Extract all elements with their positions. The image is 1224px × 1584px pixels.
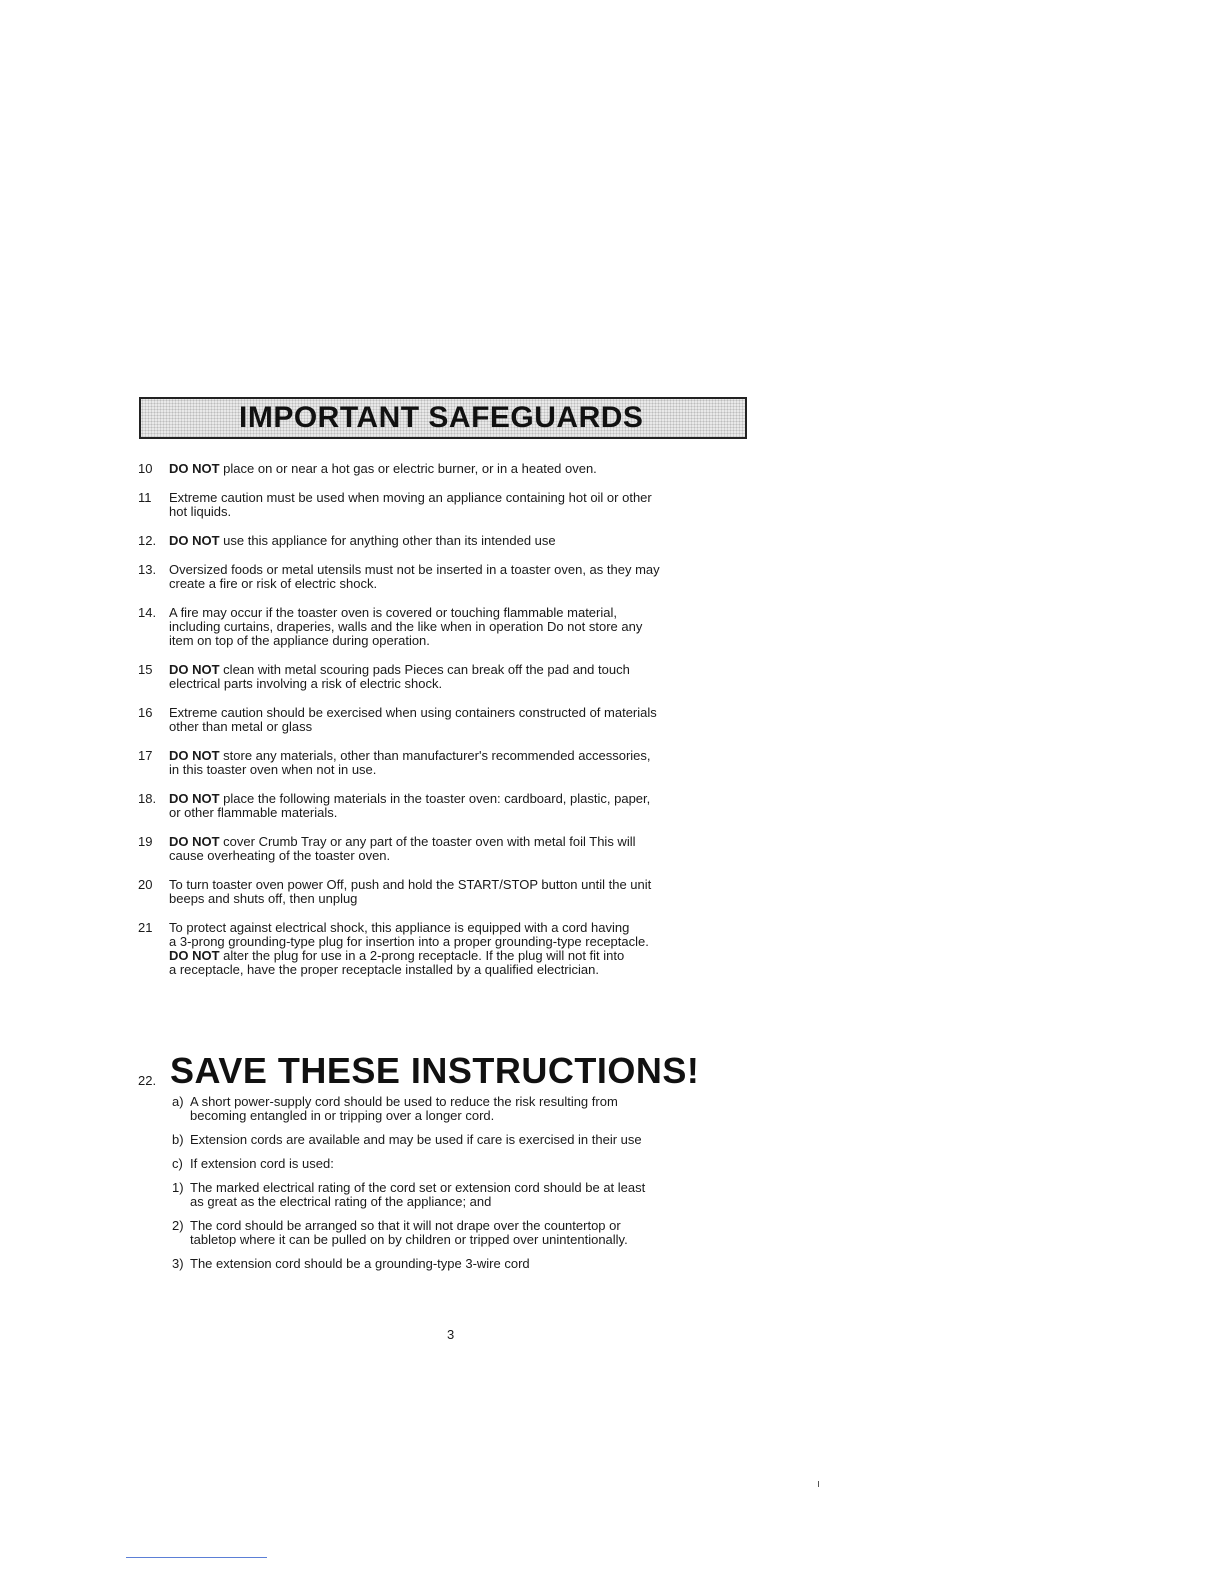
emphasis-text: DO NOT bbox=[169, 461, 220, 476]
cord-instructions-list bbox=[172, 1095, 752, 1281]
item-text: electrical parts involving a risk of electric shock. bbox=[169, 676, 443, 691]
emphasis-text: DO NOT bbox=[169, 662, 220, 677]
list-item bbox=[138, 663, 758, 691]
banner-title: IMPORTANT SAFEGUARDS bbox=[239, 401, 644, 434]
item-label: 3) bbox=[172, 1256, 184, 1271]
item-text: in this toaster oven when not in use. bbox=[169, 762, 377, 777]
item-text: or other flammable materials. bbox=[169, 805, 338, 820]
list-item bbox=[138, 534, 758, 548]
item-label: b) bbox=[172, 1132, 184, 1147]
item-text: place on or near a hot gas or electric burner, or in a heated oven. bbox=[219, 461, 597, 476]
list-item bbox=[138, 563, 758, 591]
item-text: a 3-prong grounding-type plug for insertion into a proper grounding-type receptacle. bbox=[169, 934, 649, 949]
list-item bbox=[172, 1095, 752, 1123]
safeguards-list bbox=[138, 462, 758, 992]
item-text: A fire may occur if the toaster oven is covered or touching flammable material, bbox=[169, 605, 617, 620]
item-number: 20 bbox=[138, 877, 153, 892]
item-text: Oversized foods or metal utensils must not be inserted in a toaster oven, as they may bbox=[169, 562, 660, 577]
list-item bbox=[138, 706, 758, 734]
item-text: cause overheating of the toaster oven. bbox=[169, 848, 391, 863]
bottom-rule bbox=[126, 1557, 267, 1558]
item-number: 13. bbox=[138, 562, 157, 577]
item-text: To turn toaster oven power Off, push and hold the START/STOP button until the unit bbox=[169, 877, 652, 892]
item-text: other than metal or glass bbox=[169, 719, 313, 734]
item-text: tabletop where it can be pulled on by children or tripped over unintentionally. bbox=[190, 1232, 628, 1247]
list-item bbox=[172, 1133, 752, 1147]
emphasis-text: DO NOT bbox=[169, 791, 220, 806]
item-number: 15 bbox=[138, 662, 153, 677]
item-label: 2) bbox=[172, 1218, 184, 1233]
item-text: To protect against electrical shock, this appliance is equipped with a cord having bbox=[169, 920, 630, 935]
safeguards-banner bbox=[139, 397, 747, 439]
item-text: create a fire or risk of electric shock. bbox=[169, 576, 378, 591]
item-label: 1) bbox=[172, 1180, 184, 1195]
item-text: place the following materials in the toaster oven: cardboard, plastic, paper, bbox=[219, 791, 651, 806]
scan-mark bbox=[818, 1481, 819, 1487]
item-text: hot liquids. bbox=[169, 504, 232, 519]
item-text: The extension cord should be a grounding-type 3-wire cord bbox=[190, 1256, 530, 1271]
item-number: 11 bbox=[138, 490, 152, 505]
list-item bbox=[172, 1181, 752, 1209]
item-text: Extreme caution must be used when moving an appliance containing hot oil or other bbox=[169, 490, 652, 505]
list-item bbox=[138, 749, 758, 777]
item-text: Extension cords are available and may be used if care is exercised in their use bbox=[190, 1132, 642, 1147]
list-item bbox=[172, 1219, 752, 1247]
item-label: c) bbox=[172, 1156, 183, 1171]
list-item bbox=[138, 606, 758, 648]
item-number: 22. bbox=[138, 1073, 157, 1088]
item-number: 21 bbox=[138, 920, 153, 935]
item-number: 16 bbox=[138, 705, 153, 720]
item-text: item on top of the appliance during operation. bbox=[169, 633, 430, 648]
item-text: a receptacle, have the proper receptacle installed by a qualified electrician. bbox=[169, 962, 599, 977]
item-label: a) bbox=[172, 1094, 184, 1109]
list-item bbox=[138, 462, 758, 476]
item-number: 17 bbox=[138, 748, 153, 763]
item-text: The cord should be arranged so that it will not drape over the countertop or bbox=[190, 1218, 621, 1233]
item-text: store any materials, other than manufacturer's recommended accessories, bbox=[219, 748, 651, 763]
item-text: beeps and shuts off, then unplug bbox=[169, 891, 358, 906]
emphasis-text: DO NOT bbox=[169, 948, 220, 963]
item-number: 14. bbox=[138, 605, 157, 620]
list-item bbox=[138, 835, 758, 863]
item-text: becoming entangled in or tripping over a longer cord. bbox=[190, 1108, 495, 1123]
item-text: The marked electrical rating of the cord set or extension cord should be at least bbox=[190, 1180, 646, 1195]
item-number: 18. bbox=[138, 791, 157, 806]
item-text: including curtains, draperies, walls and the like when in operation Do not store any bbox=[169, 619, 643, 634]
item-text: If extension cord is used: bbox=[190, 1156, 334, 1171]
list-item bbox=[138, 491, 758, 519]
page-number: 3 bbox=[447, 1327, 455, 1342]
item-number: 12. bbox=[138, 533, 157, 548]
item-text: use this appliance for anything other than its intended use bbox=[219, 533, 556, 548]
item-number: 10 bbox=[138, 461, 153, 476]
emphasis-text: DO NOT bbox=[169, 533, 220, 548]
item-text: A short power-supply cord should be used to reduce the risk resulting from bbox=[190, 1094, 618, 1109]
emphasis-text: DO NOT bbox=[169, 834, 220, 849]
item-text: cover Crumb Tray or any part of the toaster oven with metal foil This will bbox=[219, 834, 636, 849]
save-instructions-heading: SAVE THESE INSTRUCTIONS! bbox=[170, 1050, 700, 1091]
list-item bbox=[172, 1257, 752, 1271]
item-text: clean with metal scouring pads Pieces can break off the pad and touch bbox=[219, 662, 630, 677]
list-item bbox=[138, 878, 758, 906]
emphasis-text: DO NOT bbox=[169, 748, 220, 763]
list-item bbox=[138, 921, 758, 977]
item-number: 19 bbox=[138, 834, 153, 849]
list-item bbox=[172, 1157, 752, 1171]
item-text: alter the plug for use in a 2-prong receptacle. If the plug will not fit into bbox=[219, 948, 625, 963]
item-text: Extreme caution should be exercised when using containers constructed of materials bbox=[169, 705, 657, 720]
list-item bbox=[138, 792, 758, 820]
item-text: as great as the electrical rating of the appliance; and bbox=[190, 1194, 492, 1209]
